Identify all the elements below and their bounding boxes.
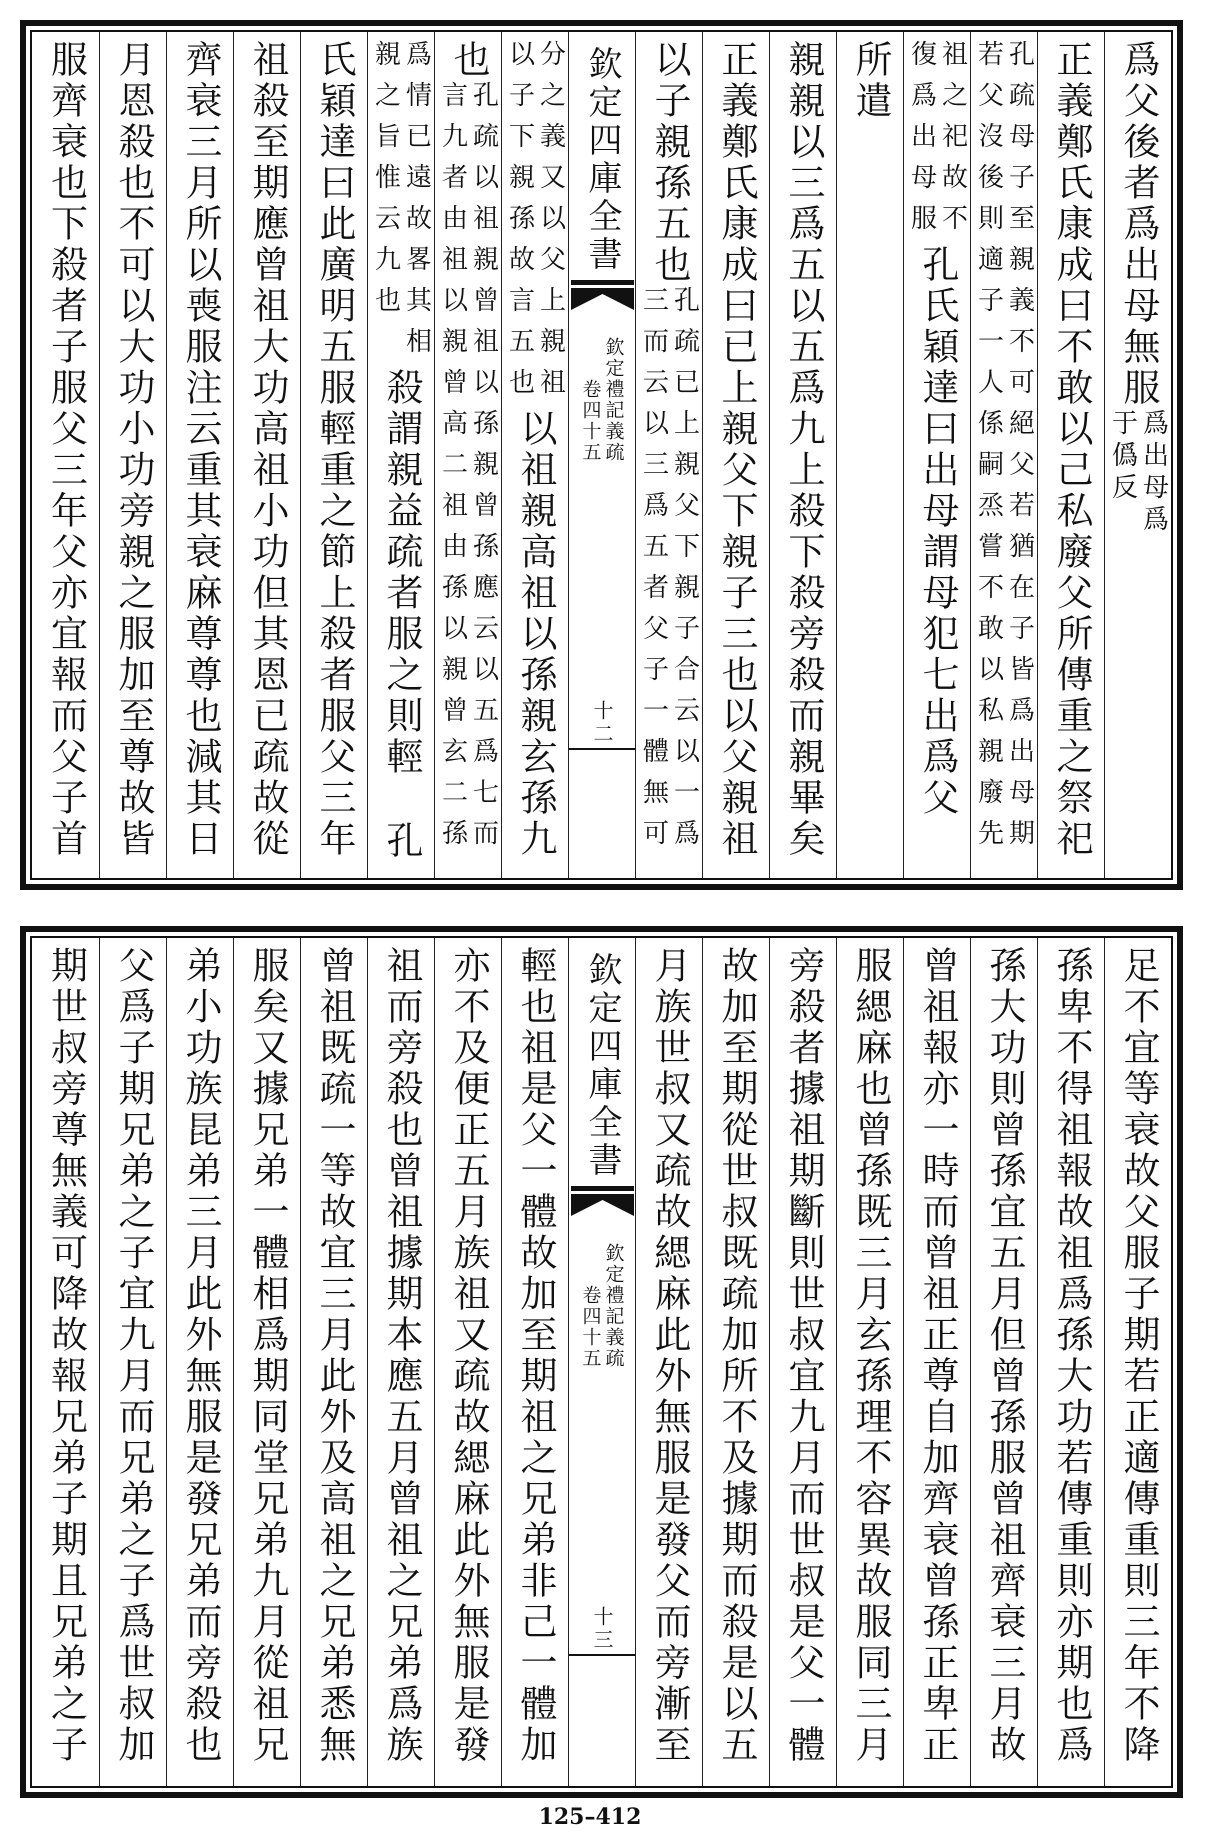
- annotation-line: 爲情已遠故畧其相: [401, 40, 432, 368]
- main-text: 氏穎達曰此廣明五服輕重之節上殺者服父三年: [313, 40, 356, 860]
- main-text: 所遣: [849, 40, 892, 122]
- main-text: 殺謂親益疏者服之則輕: [380, 368, 423, 778]
- main-text: 祖而旁殺也曾祖據期本應五月曾祖之兄弟爲族: [380, 946, 423, 1766]
- annotation-line: 孔疏母子至親義不可絕父若猶在子皆爲出母期: [1004, 40, 1035, 860]
- main-text: 孔氏穎達曰出母謂母犯七出爲父: [916, 245, 959, 819]
- annotation: [506, 40, 565, 409]
- text-column: [501, 938, 568, 1786]
- text-column: [1104, 32, 1171, 878]
- main-text: 爲父後者爲出母無服: [1117, 40, 1160, 409]
- text-column: [702, 32, 769, 878]
- main-text: 輕也祖是父一體故加至期祖之兄弟非己一體加: [514, 946, 557, 1766]
- text-column: [32, 938, 99, 1786]
- main-text: 亦不及便正五月族祖又疏故緦麻此外無服是發: [447, 946, 490, 1766]
- fish-tail-mark: [571, 1186, 634, 1220]
- text-column: [702, 938, 769, 1786]
- main-text: 期世叔旁尊無義可降故報兄弟子期且兄弟之子: [44, 946, 88, 1766]
- text-column: [166, 938, 233, 1786]
- leaf-number: 十三: [590, 1606, 614, 1652]
- fish-tail-mark: [571, 280, 634, 314]
- library-title: 欽定四庫全書: [582, 46, 622, 274]
- library-title: 欽定四庫全書: [582, 952, 622, 1180]
- annotation-line: 以子下親孫故言五也: [504, 40, 535, 409]
- book-label: [581, 1243, 624, 1369]
- annotation-line: 孔疏已上親父下親子合云以一爲: [669, 286, 700, 860]
- text-column: [434, 938, 501, 1786]
- main-text: 父爲子期兄弟之子宜九月而兄弟之子爲世叔加: [112, 946, 155, 1766]
- text-column: [970, 32, 1037, 878]
- main-text: 月族世叔又疏故緦麻此外無服是發父而旁漸至: [648, 946, 691, 1766]
- main-text: 齊衰三月所以喪服注云重其衰麻尊尊也減其日: [179, 40, 222, 860]
- annotation-line: 爲出母爲: [1138, 409, 1169, 537]
- page-frame: [30, 936, 1173, 1788]
- text-column: [233, 32, 300, 878]
- annotation: [439, 81, 498, 860]
- text-column: [635, 32, 702, 878]
- annotation-line: 祖之祀故不: [937, 40, 968, 245]
- volume-label: 卷四十五: [579, 1285, 602, 1369]
- text-column: [99, 32, 166, 878]
- main-text: 服緦麻也曾孫既三月玄孫理不容異故服同三月: [849, 946, 892, 1766]
- text-column: [1037, 32, 1104, 878]
- annotation-line: 分之義又以父上親祖: [535, 40, 566, 409]
- text-column: [1104, 938, 1171, 1786]
- annotation-line: 若父沒後則適子一人係嗣烝嘗不敢以私親廢先: [973, 40, 1004, 860]
- main-text: 服齊衰也下殺者子服父三年父亦宜報而父子首: [44, 40, 88, 860]
- center-column: [568, 32, 635, 878]
- text-column: [769, 32, 836, 878]
- text-column: [233, 938, 300, 1786]
- main-text: 正義鄭氏康成曰不敢以己私廢父所傳重之祭祀: [1050, 40, 1093, 860]
- text-column: [769, 938, 836, 1786]
- footer-page-number: 125–412: [538, 1804, 642, 1830]
- text-column: [166, 32, 233, 878]
- bottom-page-panel: [20, 926, 1183, 1798]
- annotation-line: 復爲出母服: [906, 40, 937, 245]
- text-column: [1037, 938, 1104, 1786]
- main-text: 曾祖報亦一時而曾祖正尊自加齊衰曾孫正卑正: [916, 946, 959, 1766]
- main-text: 祖殺至期應曾祖大功高祖小功但其恩已疏故從: [246, 40, 289, 860]
- text-column: [367, 938, 434, 1786]
- main-text: 弟小功族昆弟三月此外無服是發兄弟而旁殺也: [179, 946, 222, 1766]
- text-column: [434, 32, 501, 878]
- main-text: 服矣又據兄弟一體相爲期同堂兄弟九月從祖兄: [246, 946, 289, 1766]
- top-page-panel: [20, 20, 1183, 890]
- volume-label: 卷四十五: [579, 379, 602, 463]
- annotation: [975, 40, 1034, 860]
- book-title: 欽定禮記義疏: [602, 1243, 625, 1369]
- text-column: [32, 32, 99, 878]
- text-column: [99, 938, 166, 1786]
- annotation: [908, 40, 967, 245]
- main-text: 孫卑不得祖報故祖爲孫大功若傳重則亦期也爲: [1050, 946, 1093, 1766]
- text-column: [903, 32, 970, 878]
- main-text: 曾祖既疏一等故宜三月此外及高祖之兄弟悉無: [313, 946, 356, 1766]
- text-column: [300, 938, 367, 1786]
- main-text: 以祖親高祖以孫親玄孫九: [514, 409, 557, 860]
- annotation-line: 三而云以三爲五者父子一體無可: [638, 286, 669, 860]
- main-text: 也: [447, 40, 490, 81]
- text-column: [300, 32, 367, 878]
- annotation: [372, 40, 431, 368]
- main-text: 孫大功則曾孫宜五月但曾孫服曾祖齊衰三月故: [983, 946, 1026, 1766]
- text-column: [836, 32, 903, 878]
- text-column: [903, 938, 970, 1786]
- annotation-line: 親之旨惟云九也: [370, 40, 401, 327]
- book-title: 欽定禮記義疏: [602, 337, 625, 463]
- main-text: 正義鄭氏康成曰已上親父下親子三也以父親祖: [715, 40, 758, 860]
- center-divider: [569, 748, 635, 750]
- page-frame: [30, 30, 1173, 880]
- text-column: [501, 32, 568, 878]
- text-column: [836, 938, 903, 1786]
- center-divider: [569, 1654, 635, 1656]
- annotation-line: 孔疏以祖親曾祖以孫親曾孫應云以五爲七而: [468, 81, 499, 860]
- main-text: 孔: [380, 821, 423, 862]
- main-text: 故加至期從世叔既疏加所不及據期而殺是以五: [715, 946, 758, 1766]
- main-text: 以子親孫五也: [648, 40, 691, 286]
- annotation-line: 言九者由祖以親曾高二祖由孫以親曾玄二孫: [437, 81, 468, 860]
- main-text: 親親以三爲五以五爲九上殺下殺旁殺而親畢矣: [782, 40, 825, 860]
- main-text: 足不宜等衰故父服子期若正適傳重則三年不降: [1117, 946, 1160, 1766]
- leaf-number: 十二: [590, 700, 614, 746]
- center-column: [568, 938, 635, 1786]
- main-text: 月恩殺也不可以大功小功旁親之服加至尊故皆: [112, 40, 155, 860]
- main-text: 旁殺者據祖期斷則世叔宜九月而世叔是父一體: [782, 946, 825, 1766]
- annotation-line: 于僞反: [1107, 409, 1138, 505]
- text-column: [970, 938, 1037, 1786]
- text-column: [367, 32, 434, 878]
- book-label: [581, 337, 624, 463]
- annotation: [640, 286, 699, 860]
- text-column: [635, 938, 702, 1786]
- annotation: [1109, 409, 1168, 537]
